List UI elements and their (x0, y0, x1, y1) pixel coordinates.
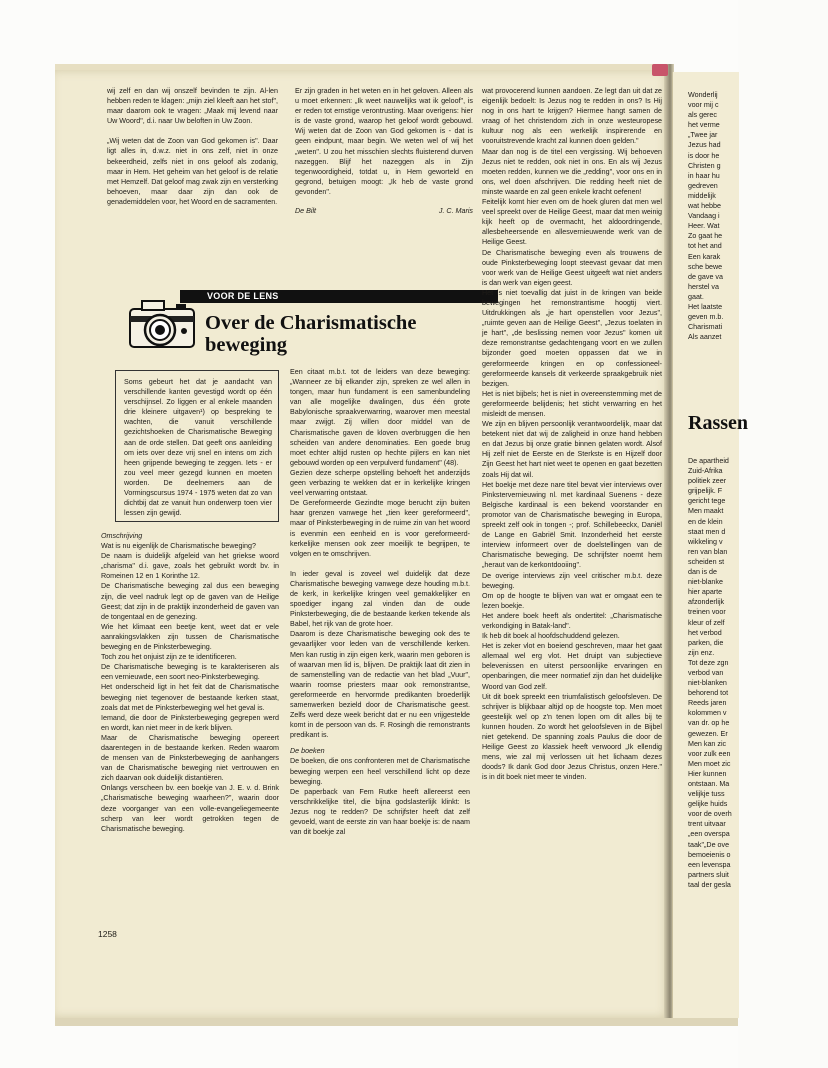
text-line: gedreven (688, 181, 718, 190)
article-title-line-2: beweging (205, 334, 287, 356)
paragraph: wij zelf en dan wij onszelf bevinden te zijn. Al-len hebben reden te klagen: „mijn ziel kleeft aan het stof", maar daarom ook te vragen: „Maak mij levend naar Uw Woord", d.i. naar Uw beloften in Uw Zoon. (107, 87, 278, 126)
signature (295, 206, 473, 216)
paragraph: Daarom is deze Charismatische beweging ook des te gevaarlijker voor leden van de verschillende kerken. Men kan rustig in zijn eigen kerk, waarin men geboren is of waarvan men lid is, blijven. De praktijk laat dit zien in de samenstelling van de redactie van het blad „Vuur", waarin roomse priesters maar ook remonstrantse, gereformeerde en hervormde predikanten broederlijk samenwerken bezield door de Charismatische geest. Zelfs werd deze week bericht dat er nu een vrijgestelde komt in de persoon van ds. F. Rosingh die remonstrants predikant is. (290, 630, 470, 740)
paragraph: Het boekje met deze nare titel bevat vier interviews over Pinkstervernieuwing nl. met kardinaal Suenens - deze Belgische kardinaal is een bekend voorstander en promotor van de Charismatische beweging in Europa, spreekt zelf ook in tongen -; prof. Schillebeeckx, Daniël de Lange en Gabriël Smit. Inzonderheid het eerste interview informeert over de doelstellingen van de Charismatische beweging. De schrijfster noemt hem „heraut van de kerkontdooiing". (482, 480, 662, 570)
text-line: Zo gaat he (688, 232, 723, 241)
paragraph: We zijn en blijven persoonlijk verantwoordelijk, maar dat betekent niet dat wij de zaligheid in onze hand hebben en dat Jezus bij onze gratie binnen gelaten wordt. Alsof Hij zelf niet de Eerste en de Sterkste is en Hijzelf door Zijn Geest het hart niet weet te openen en gaat bezetten zoals Hij dat wil. (482, 420, 662, 479)
page-bottom-edge (55, 1018, 738, 1026)
paragraph: Om op de hoogte te blijven van wat er omgaat een te lezen boekje. (482, 591, 662, 610)
paragraph: Iemand, die door de Pinksterbeweging gegrepen werd en wordt, kan niet meer in de kerk blijven. (101, 713, 279, 732)
text-line: grijpelijk. F (688, 487, 723, 496)
paragraph: Toch zou het onjuist zijn ze te identificeren. (101, 653, 237, 662)
text-line: het verme (688, 121, 720, 130)
text-line: het verbod (688, 628, 722, 637)
text-line: Vandaag i (688, 212, 720, 221)
text-line: Het laatste (688, 302, 723, 311)
text-line: taak"„De ove (688, 840, 730, 849)
signature-place: De Bilt (295, 207, 317, 216)
text-line: Men moet zic (688, 759, 731, 768)
text-line: Men kan zic (688, 739, 727, 748)
text-line: kolommen v (688, 709, 727, 718)
paragraph: Onlangs verscheen bv. een boekje van J. E. v. d. Brink „Charismatische beweging waarheen?", waarin door deze voorganger van een volle-evangeliegemeente scherp van leer wordt getrokken tegen de Charismatische beweging. (101, 784, 279, 833)
text-line: gericht tege (688, 497, 726, 506)
text-line: behorend tot (688, 689, 729, 698)
text-line: voor de overh (688, 810, 732, 819)
paragraph: Het is niet bijbels; het is niet in overeenstemming met de gereformeerde belijdenis; het sticht verwarring en het misleidt de mensen. (482, 389, 662, 418)
text-line: politiek zeer (688, 477, 727, 486)
paragraph: De overige interviews zijn veel critischer m.b.t. deze beweging. (482, 571, 662, 590)
paragraph: Er zijn graden in het weten en in het geloven. Alleen als u moet erkennen: „Ik weet nauwelijks wat ik geloof", is er reden tot ernstige verontrusting. Maar overigens: hier is de vaste grond, waarop het geloof wordt gebouwd. Wij weten dat de Zoon van God gekomen is - dat is geen eindpunt, maar begin. We weten wel of wij het „weten". U zou het misschien slechts fluisterend durven nazeggen. Blijf het nazeggen als in Zijn tegenwoordigheid, totdat u, in Hem geworteld en gegrond, betuigen moogt: „Ik heb de vaste grond gevonden". (295, 87, 473, 196)
paragraph: wat provocerend kunnen aandoen. Ze legt dan uit dat ze eigenlijk bedoelt: Is Jezus nog te redden in ons? Is Hij nog in ons hart te krijgen? Hiermee hangt samen de vraag of het christendom zich in onze westeuropese kultuur nog als een werkelijk inspirerende en vooruitstrevende kracht zal kunnen doen gelden." (482, 87, 662, 146)
paragraph: De boeken, die ons confronteren met de Charismatische beweging werpen een heel verschillend licht op deze beweging. (290, 757, 470, 786)
subheading: Omschrijving (101, 532, 143, 540)
paragraph: Gezien deze scherpe opstelling behoeft het anderzijds geen verbazing te wekken dat er in kerkelijke kringen veel verwarring ontstaat. (290, 468, 470, 498)
article-column-1 (101, 531, 279, 834)
text-line: Wonderlij (688, 91, 718, 99)
text-line: Hier kunnen (688, 769, 727, 778)
text-line: trent uitvaar (688, 820, 726, 829)
text-line: een levenspa (688, 860, 731, 869)
text-line: ontstaan. Ma (688, 780, 730, 788)
article-column-2 (290, 367, 470, 837)
right-page-lines (688, 456, 828, 890)
paragraph: Het is zeker vlot en boeiend geschreven, maar het gaat allemaal wel erg vlot. Het druipt van subjectieve belevenissen en uiterst persoonlijke ervaringen en openbaringen, die meer normatief zijn dan het duidelijke Woord van God zelf. (482, 642, 662, 691)
text-line: Charismati (688, 323, 723, 332)
text-line: afzonderlijk (688, 598, 725, 607)
text-line: en de klein (688, 517, 723, 526)
text-line: scheiden st (688, 557, 725, 566)
text-line: De apartheid (688, 457, 729, 465)
right-page-lines (688, 90, 828, 342)
article-title (205, 312, 495, 356)
paragraph: Wat is nu eigenlijk de Charismatische beweging? (101, 542, 256, 551)
section-label: VOOR DE LENS (207, 291, 279, 301)
paragraph: De Gereformeerde Gezindte moge berucht zijn buiten haar grenzen vanwege het „tien keer gereformeerd", maar of Pinksterbeweging in de ruime zin van het woord is evenmin een eenheid en is voor gereformeerd-kerkelijke mensen ook zeer moeilijk te begrijpen, te volgen en te omschrijven. (290, 499, 470, 558)
paragraph: De paperback van Fem Rutke heeft allereerst een verschrikkelijke titel, die bijna godslasterlijk klinkt: Is Jezus nog te redden? De schrijfster heeft dat zelf gevoeld, want de eerste zin van haar boekje is: de naam van dit boekje zal (290, 787, 470, 837)
text-line: Als aanzet (688, 333, 722, 342)
paragraph: Het is niet toevallig dat juist in de kringen van beide bewegingen het remonstrantisme hoogtij viert. Uitdrukkingen als „je hart openstellen voor Jezus", „ruimte geven aan de Heilige Geest", „Jezus toelaten in je hart", „de beslissing nemen voor Jezus" komen uit deze remonstrantse gedachtengang voort en we zullen bijzonder goed moeten oppassen dat we in gereformeerde kringen en op confessioneel-gereformeerde kansels dit verkeerde spraakgebruik niet bezigen. (482, 288, 662, 388)
paragraph: De naam is duidelijk afgeleid van het griekse woord „charisma" d.i. gave, zoals het gebruikt wordt bv. in Romeinen 12 en 1 Korinthe 12. (101, 552, 279, 581)
text-line: treinen voor (688, 608, 726, 617)
text-line: hier aparte (688, 588, 723, 597)
paragraph: Het andere boek heeft als ondertitel: „Charismatische verkondiging in Batak-land". (482, 611, 662, 630)
right-page-column-bottom (688, 456, 738, 976)
subheading: De boeken (290, 747, 325, 756)
text-line: is door he (688, 151, 720, 160)
text-line: gaat. (688, 292, 704, 301)
text-line: dan is de (688, 568, 717, 577)
paragraph: Feitelijk komt hier even om de hoek gluren dat men wel veel spreekt over de Heilige Geest, maar dat men weinig kijk heeft op de overmacht, het aldoordringende, allesbeheersende en allesvernieuwende werk van de Heilige Geest. (482, 198, 662, 247)
text-line: parken, die (688, 638, 724, 647)
text-line: de gave va (688, 272, 723, 281)
text-line: zijn enz. (688, 648, 715, 657)
text-line: als gerec (688, 111, 717, 120)
text-line: Christen g (688, 161, 721, 170)
previous-article-column-2 (295, 86, 473, 216)
text-line: gelijke huids (688, 800, 728, 809)
text-line: Jezus had (688, 141, 721, 150)
previous-article-column-1 (107, 86, 278, 207)
paragraph: „Wij weten dat de Zoon van God gekomen is". Daar ligt alles in, d.w.z. niet in ons zelf, niet in onze bekeerdheid, zelfs niet in ons geloof als zodanig, maar in Hem. Het geheim van het geloof is de relatie met Hemzelf. Dat geloof mag zwak zijn en versterking behoeven, maar daar zijn dan ook de genademiddelen voor, het Woord en de sacramenten. (107, 137, 278, 206)
text-line: niet-blanken (688, 679, 727, 688)
text-line: verbod van (688, 668, 724, 677)
text-line: sche bewe (688, 262, 723, 271)
paragraph: De Charismatische beweging even als trouwens de oude Pinksterbeweging loopt steevast gevaar dat men voor werk van de Heilige Geest uitgeeft wat niet anders is dan werk van eigen geest. (482, 248, 662, 287)
paragraph: Maar de Charismatische beweging opereert daarentegen in de bestaande kerken. Reden waarom de mensen van de Pinksterbeweging de aanhangers van de Charismatische beweging niet vertrouwen en zich daarvan ook duidelijk distantiëren. (101, 733, 279, 783)
article-column-3 (482, 86, 662, 782)
text-line: voor mij c (688, 101, 719, 110)
text-line: tot het and (688, 242, 722, 251)
text-line: kleur of zelf (688, 618, 725, 627)
text-line: middelijk (688, 191, 716, 200)
text-line: Heer. Wat (688, 222, 720, 231)
text-line: Men maakt (688, 507, 724, 516)
text-line: in haar hu (688, 171, 720, 180)
article-title-line-1: Over de Charismatische (205, 312, 417, 334)
text-line: „een overspa (688, 830, 730, 839)
text-line: Tot deze zgn (688, 658, 729, 667)
paragraph: Maar dan nog is de titel een vergissing. Wij behoeven Jezus niet te redden, ook niet in ons. En als wij Jezus moeten redden, kunnen we die „redding", voor ons en in ons, wel doen afschrijven. Die redding heeft niet de minste waarde en zal geen enkele kracht oefenen! (482, 147, 662, 196)
page-number: 1258 (98, 929, 117, 939)
text-line: Zuid-Afrika (688, 467, 723, 476)
text-line: staat men d (688, 527, 726, 536)
text-line: herstel va (688, 282, 719, 291)
paragraph: Uit dit boek spreekt een triumfalistisch geloofsleven. De schrijver is blijkbaar altijd op de hoogste top. Men moet geestelijk wel op z'n tenen lopen om dit alles bij te kunnen houden. Zo wordt het geloofsleven in de Bijbel niet getekend. De spanning zoals Paulus die door de Heilige Geest zo klassiek heeft verwoord „Ik ellendig mens, wie zal mij verlossen uit het lichaam dezes doods? Ik dank God door Jezus Christus, onzen Here." is in dit boek niet meer te vinden. (482, 692, 662, 782)
text-line: wat hebbe (688, 202, 721, 211)
text-line: van dr. op he (688, 719, 730, 728)
right-page-column-top (688, 90, 738, 360)
text-line: gewezen. Er (688, 729, 728, 738)
intro-box: Soms gebeurt het dat je aandacht van verschillende kanten gevestigd wordt op één verschijnsel. Zo liggen er al enkele maanden drie kleinere uitgaven¹) op bespreking te wachten, die vanuit verschillende gezichtshoeken de Charismatische Beweging aan de orde stellen. Dat geeft ons aanleiding om iets over deze vrij snel en intens om zich heen grijpende beweging te zeggen. Iets - er zou veel meer gezegd kunnen en moeten worden. De deelnemers aan de Vormingscursus 1974 - 1975 weten dat zo van dichtbij dat ze vanuit hun onderwerp toen vier lessen zijn gewijd. (115, 370, 279, 522)
text-line: velijkje tuss (688, 790, 725, 799)
paragraph: Wie het klimaat een beetje kent, weet dat er vele aanrakingsvlakken zijn tussen de Charismatische beweging en de Pinksterbeweging. (101, 622, 279, 652)
signature-name: J. C. Maris (438, 207, 473, 216)
text-line: geven m.b. (688, 313, 724, 322)
paragraph: In ieder geval is zoveel wel duidelijk dat deze Charismatische beweging vanwege deze houding m.b.t. de kerk, in kerkelijke kringen veel gemakkelijker en spoediger ingang zal vinden dan de oude Pinksterbeweging, die de bestaande kerken tekende als Babel, het rijk van de grote hoer. (290, 569, 470, 629)
paragraph: De Charismatische beweging is te karakteriseren als een vernieuwde, een soort neo-Pinksterbeweging. (101, 663, 279, 682)
text-line: Een karak (688, 252, 721, 261)
paragraph: Een citaat m.b.t. tot de leiders van deze beweging: „Wanneer ze bij elkander zijn, spreken ze wel allen in tongen, maar hun fundament is een samenbundeling van alle mogelijke dwalingen, dus één grote Babylonische spraakverwarring, waarover men meestal maar zwijgt. Zij willen door middel van de Charismatische gaven de kloven overbruggen die hen scheiden van andere denominaties. Een goede brug moet echter altijd rusten op hechte pijlers en kan niet gebouwd worden op een verpulverd fundament" (48). (290, 368, 470, 467)
text-line: niet-blanke (688, 578, 723, 587)
paragraph: De Charismatische beweging zal dus een beweging zijn, die veel nadruk legt op de gaven van de Heilige Geest; dat zijn in de praktijk inzonderheid de gaven van de tongentaal en de genezing. (101, 582, 279, 621)
text-line: partners sluit (688, 870, 729, 879)
text-line: ren van blan (688, 547, 728, 556)
text-line: „Twee jar (688, 131, 718, 140)
text-line: bemoeienis o (688, 850, 731, 859)
text-line: Reeds jaren (688, 699, 727, 708)
right-page-heading: Rassen (688, 412, 749, 434)
paragraph: Het onderscheid ligt in het feit dat de Charismatische beweging niet tegenover de bestaande kerken staat, zoals dat met de Pinksterbeweging wel het geval is. (101, 683, 279, 712)
text-line: voor zulk een (688, 749, 731, 758)
camera-icon (126, 293, 206, 355)
text-line: taal der gesla (688, 880, 731, 889)
paragraph: Ik heb dit boek al hoofdschuddend gelezen. (482, 632, 620, 641)
bookmark-tab (652, 64, 668, 76)
text-line: wikkeling v (688, 537, 723, 546)
